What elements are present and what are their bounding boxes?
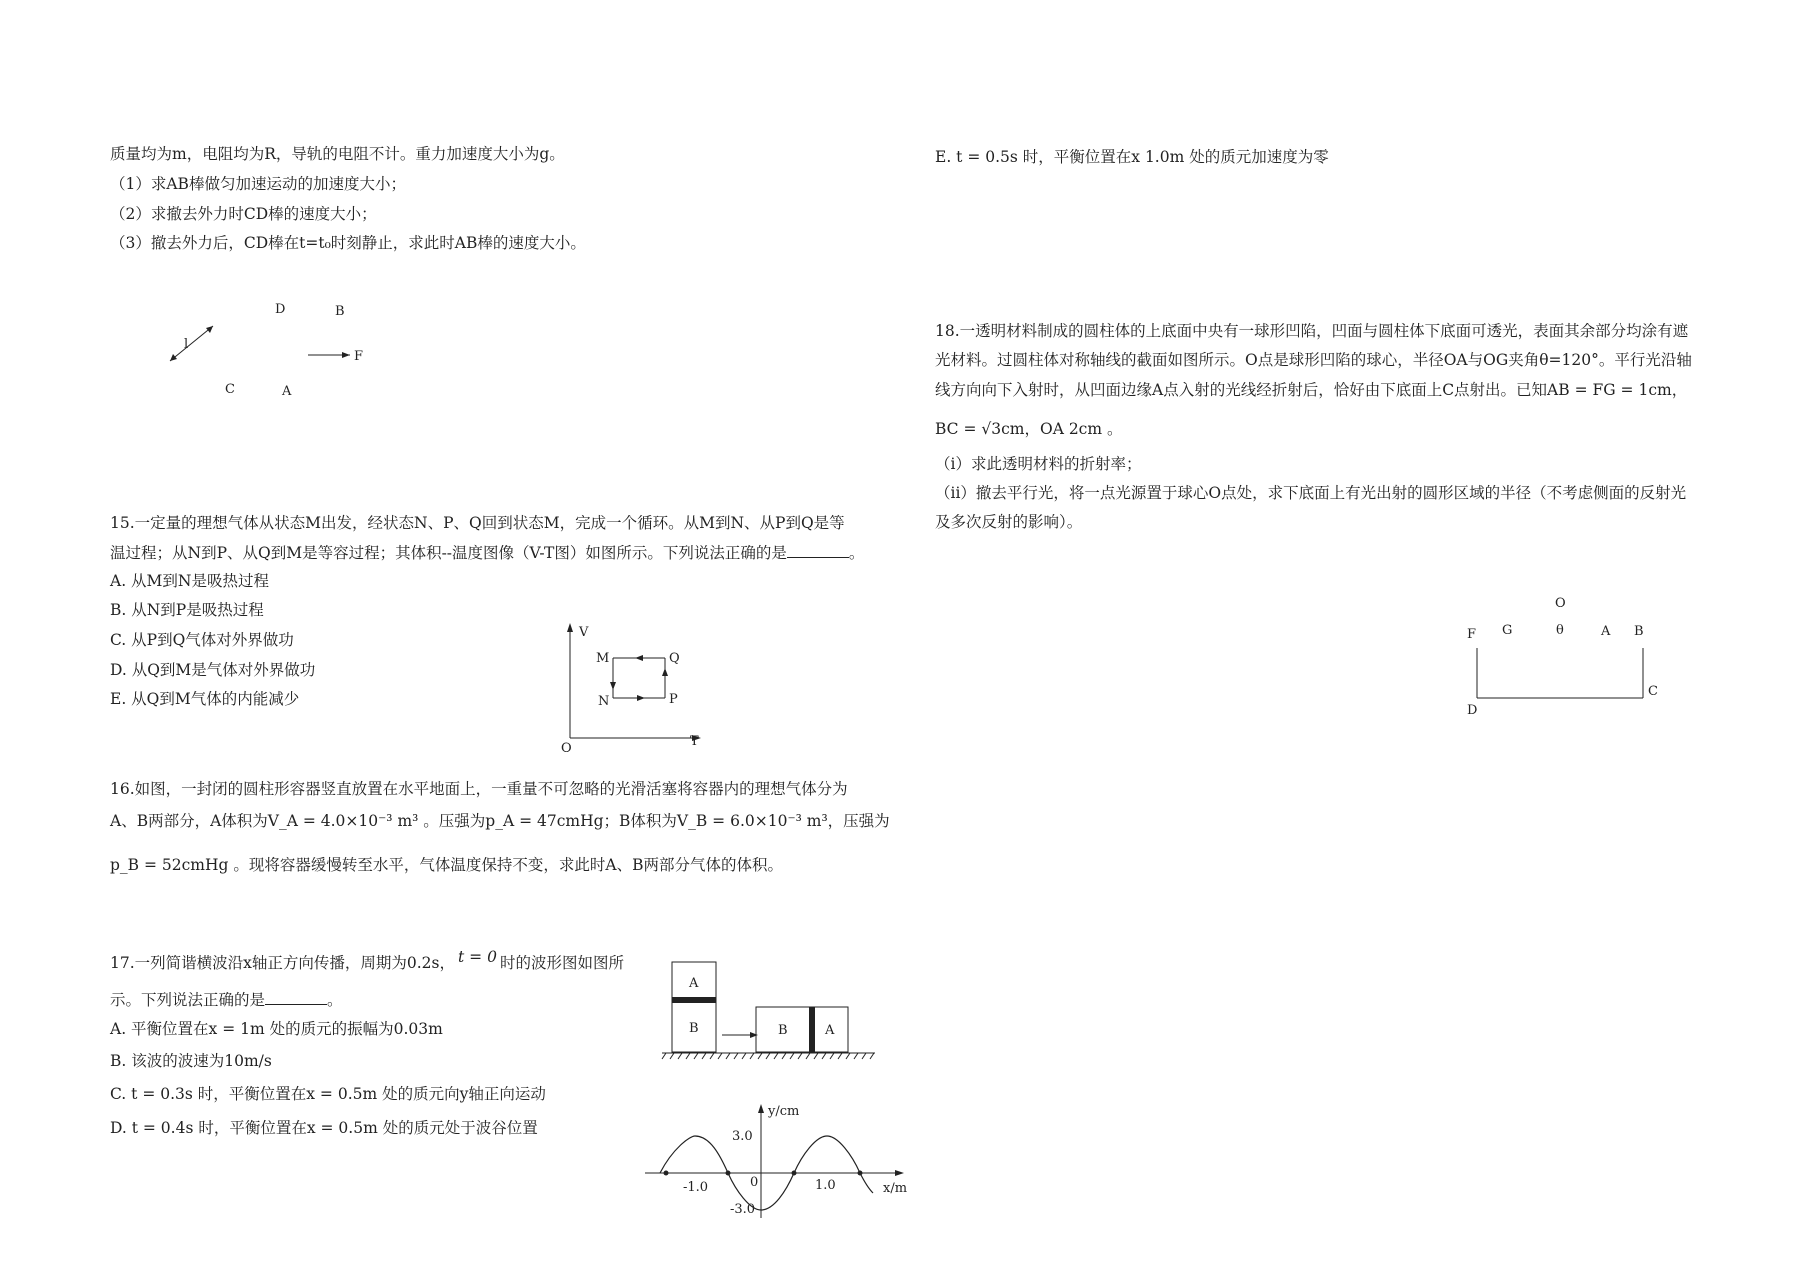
q17-line-1-text: 17.一列简谐横波沿x轴正方向传播，周期为0.2s， [110,954,455,972]
q15-option-a: A. 从M到N是吸热过程 [110,572,269,590]
figure-q15-vt-graph [555,620,715,756]
wave-xtick-pos: 1.0 [815,1178,836,1193]
wave-ytick-bottom: -3.0 [730,1202,756,1217]
q16-line-1: 16.如图，一封闭的圆柱形容器竖直放置在水平地面上，一重量不可忽略的光滑活塞将容器内的理想气体分为 [110,780,848,798]
q17-option-e: E. t = 0.5s 时，平衡位置在x 1.0m 处的质元加速度为零 [935,148,1329,166]
origin-label: O [561,741,572,756]
q15-line-1: 15.一定量的理想气体从状态M出发，经状态N、P、Q回到状态M，完成一个循环。从M到N、从P到Q是等 [110,514,845,532]
q18-sub-i: （i）求此透明材料的折射率； [935,455,1142,473]
label-c: C [225,382,235,397]
q17-line-1 [110,948,624,972]
q17-option-b: B. 该波的波速为10m/s [110,1052,272,1070]
axis-label-v: V [579,625,589,640]
state-p: P [669,692,678,707]
horizontal-label-a: A [825,1023,835,1038]
q17-option-d: D. t = 0.4s 时，平衡位置在x = 0.5m 处的质元处于波谷位置 [110,1119,538,1137]
figure-q18-cross-section [1455,590,1670,720]
wave-ytick-top: 3.0 [732,1129,753,1144]
label-d: D [275,302,286,317]
label-o: O [1555,596,1566,611]
q15-option-d: D. 从Q到M是气体对外界做功 [110,661,316,679]
q16-line-3: p_B = 52cmHg 。现将容器缓慢转至水平，气体温度保持不变，求此时A、B两部分气体的体积。 [110,856,783,874]
q18-line-4: BC = √3cm，OA 2cm 。 [935,420,1123,438]
q17-line-1-end: 时的波形图如图所 [499,954,624,972]
q15-period: 。 [848,544,865,562]
q14-line-4: （3）撤去外力后，CD棒在t=t₀时刻静止，求此时AB棒的速度大小。 [110,234,586,252]
figure-q14-rods [150,295,380,415]
label-b: B [1634,624,1644,639]
wave-origin: 0 [750,1175,759,1190]
q17-option-a: A. 平衡位置在x = 1m 处的质元的振幅为0.03m [110,1020,443,1038]
q14-line-1: 质量均为m，电阻均为R，导轨的电阻不计。重力加速度大小为g。 [110,145,565,163]
q15-option-c: C. 从P到Q气体对外界做功 [110,631,294,649]
q17-t0: t = 0 [458,948,497,966]
label-b: B [335,304,345,319]
vertical-label-a: A [689,976,699,991]
q17-option-c: C. t = 0.3s 时，平衡位置在x = 0.5m 处的质元向y轴正向运动 [110,1085,546,1103]
q17-line-2-text: 示。下列说法正确的是 [110,991,266,1009]
q17-line-2 [110,990,343,1009]
state-n: N [598,694,610,709]
state-q: Q [669,651,680,666]
q14-line-2: （1）求AB棒做匀加速运动的加速度大小； [110,175,406,193]
label-d: D [1467,703,1478,718]
label-c: C [1648,684,1658,699]
label-f: F [1467,627,1477,642]
q15-line-2-text: 温过程；从N到P、从Q到M是等容过程；其体积--温度图像（V-T图）如图所示。下列说法正确的是 [110,544,787,562]
label-theta: θ [1556,623,1564,638]
wave-xtick-neg: -1.0 [683,1180,709,1195]
label-l: l [184,337,189,352]
answer-blank-q15[interactable] [787,543,849,558]
q16-line-2: A、B两部分，A体积为V_A = 4.0×10⁻³ m³ 。压强为p_A = 47cmHg；B体积为V_B = 6.0×10⁻³ m³，压强为 [110,812,890,830]
q18-line-3: 线方向向下入射时，从凹面边缘A点入射的光线经折射后，恰好由下底面上C点射出。已知AB = FG = 1cm， [935,381,1688,399]
q18-line-2: 光材料。过圆柱体对称轴线的截面如图所示。O点是球形凹陷的球心，半径OA与OG夹角θ=120°。平行光沿轴 [935,351,1692,369]
state-m: M [596,651,610,666]
label-a: A [1601,624,1611,639]
q18-line-1: 18.一透明材料制成的圆柱体的上底面中央有一球形凹陷，凹面与圆柱体下底面可透光，表面其余部分均涂有遮 [935,322,1689,340]
q17-period: 。 [327,991,343,1009]
q18-sub-ii: （ii）撤去平行光，将一点光源置于球心O点处，求下底面上有光出射的圆形区域的半径（不考虑侧面的反射光 [935,484,1687,502]
q14-line-3: （2）求撤去外力时CD棒的速度大小； [110,205,377,223]
vertical-label-b: B [689,1021,699,1036]
label-a: A [282,384,292,399]
wave-ylabel: y/cm [768,1104,800,1119]
horizontal-label-b: B [778,1023,788,1038]
answer-blank-q17[interactable] [265,990,327,1005]
wave-xlabel: x/m [883,1181,908,1196]
label-f: F [354,349,364,364]
q18-sub-ii-cont: 及多次反射的影响）。 [935,513,1083,531]
q15-option-b: B. 从N到P是吸热过程 [110,601,264,619]
figure-q17-waveform [640,1100,915,1220]
figure-q16-container [660,960,885,1065]
q15-line-2 [110,543,864,562]
label-g: G [1502,623,1513,638]
q15-option-e: E. 从Q到M气体的内能减少 [110,690,300,708]
axis-label-t: T [690,734,699,749]
